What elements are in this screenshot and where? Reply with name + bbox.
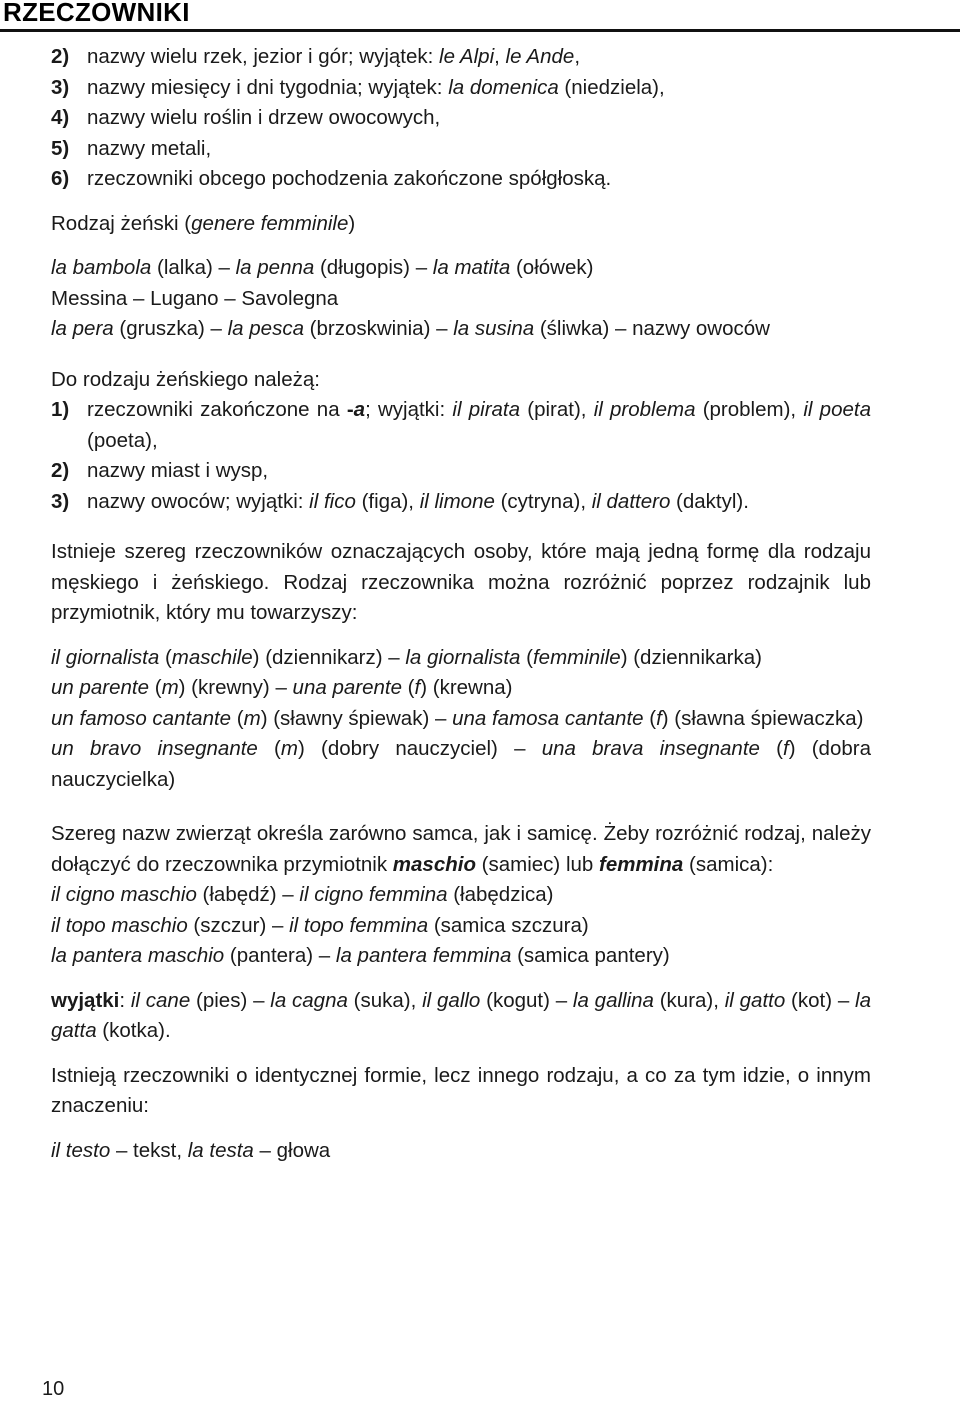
list-item-text: rzeczowniki obcego pochodzenia zakończone spółgłoską. bbox=[87, 167, 612, 190]
list-item-text: nazwy owoców; wyjątki: il fico (figa), il limone (cytryna), il dattero (daktyl). bbox=[87, 489, 749, 513]
example-line: un famoso cantante (m) (sławny śpiewak) – una famosa cantante (f) (sławna śpiewaczka) bbox=[51, 706, 864, 730]
list-item bbox=[51, 134, 871, 165]
list-item-number: 3) bbox=[51, 75, 70, 99]
list-item bbox=[51, 73, 871, 104]
list-item bbox=[51, 164, 871, 195]
list-item-number: 5) bbox=[51, 136, 70, 160]
exceptions-paragraph: wyjątki: il cane (pies) – la cagna (suka), il gallo (kogut) – la gallina (kura), il gatto (kot) – la gatta (kotka). bbox=[51, 988, 871, 1042]
example-line: la pantera maschio (pantera) – la pantera femmina (samica pantery) bbox=[51, 944, 670, 967]
list-item-number: 3) bbox=[51, 489, 70, 513]
animals-paragraph: Szereg nazw zwierząt określa zarówno samca, jak i samicę. Żeby rozróżnić rodzaj, należy dołączyć do rzeczownika przymiotnik maschio (samiec) lub femmina (samica): bbox=[51, 822, 871, 876]
list-item-number: 1) bbox=[51, 398, 70, 421]
list-item-text: nazwy wielu rzek, jezior i gór; wyjątek: le Alpi, le Ande, bbox=[87, 45, 581, 68]
feminine-examples bbox=[51, 253, 871, 345]
page-content bbox=[51, 42, 871, 1166]
list-item-number: 2) bbox=[51, 45, 70, 68]
list-item-text: nazwy wielu roślin i drzew owocowych, bbox=[87, 106, 441, 129]
list-item bbox=[51, 103, 871, 134]
list-item bbox=[51, 456, 871, 487]
chapter-title: RZECZOWNIKI bbox=[3, 0, 190, 27]
list-item bbox=[51, 395, 871, 456]
example-line: la pera (gruszka) – la pesca (brzoskwinia) – la susina (śliwka) – nazwy owoców bbox=[51, 317, 770, 340]
example-line: un parente (m) (krewny) – una parente (f) (krewna) bbox=[51, 676, 513, 699]
example-line: un bravo insegnante (m) (dobry nauczyciel) – una brava insegnante (f) (dobra nauczycielka) bbox=[51, 737, 871, 791]
example-line: il topo maschio (szczur) – il topo femmina (samica szczura) bbox=[51, 913, 589, 937]
identical-form-example: il testo – tekst, la testa – głowa bbox=[51, 1138, 331, 1162]
page-number: 10 bbox=[42, 1378, 65, 1400]
persons-paragraph: Istnieje szereg rzeczowników oznaczających osoby, które mają jedną formę dla rodzaju męskiego i żeńskiego. Rodzaj rzeczownika można rozróżnić poprzez rodzajnik lub przymiotnik, który mu towarzyszy: bbox=[51, 540, 871, 624]
list-item-text: nazwy miesięcy i dni tygodnia; wyjątek: la domenica (niedziela), bbox=[87, 75, 665, 99]
example-line: il giornalista (maschile) (dziennikarz) – la giornalista (femminile) (dziennikarka) bbox=[51, 645, 762, 669]
example-line: la bambola (lalka) – la penna (długopis) – la matita (ołówek) bbox=[51, 256, 594, 279]
feminine-heading: Rodzaj żeński (genere femminile) bbox=[51, 211, 356, 235]
persons-examples bbox=[51, 643, 871, 796]
example-line: Messina – Lugano – Savolegna bbox=[51, 286, 339, 310]
list-item-number: 2) bbox=[51, 459, 70, 482]
list-item-text: nazwy metali, bbox=[87, 136, 212, 160]
identical-form-paragraph: Istnieją rzeczowniki o identycznej formie, lecz innego rodzaju, a co za tym idzie, o innym znaczeniu: bbox=[51, 1063, 871, 1117]
chapter-header-bar bbox=[0, 0, 960, 32]
list-item-number: 6) bbox=[51, 167, 70, 190]
list-item bbox=[51, 487, 871, 518]
list-item-number: 4) bbox=[51, 106, 70, 129]
example-line: il cigno maschio (łabędź) – il cigno femmina (łabędzica) bbox=[51, 883, 554, 906]
feminine-rules-intro: Do rodzaju żeńskiego należą: bbox=[51, 367, 320, 391]
feminine-rules-list bbox=[51, 395, 871, 517]
masculine-list-continued bbox=[51, 42, 871, 195]
list-item-text: nazwy miast i wysp, bbox=[87, 459, 269, 482]
animals-examples bbox=[51, 880, 871, 972]
list-item-text: rzeczowniki zakończone na -a; wyjątki: il pirata (pirat), il problema (problem), il poeta (poeta), bbox=[87, 398, 871, 452]
list-item bbox=[51, 42, 871, 73]
